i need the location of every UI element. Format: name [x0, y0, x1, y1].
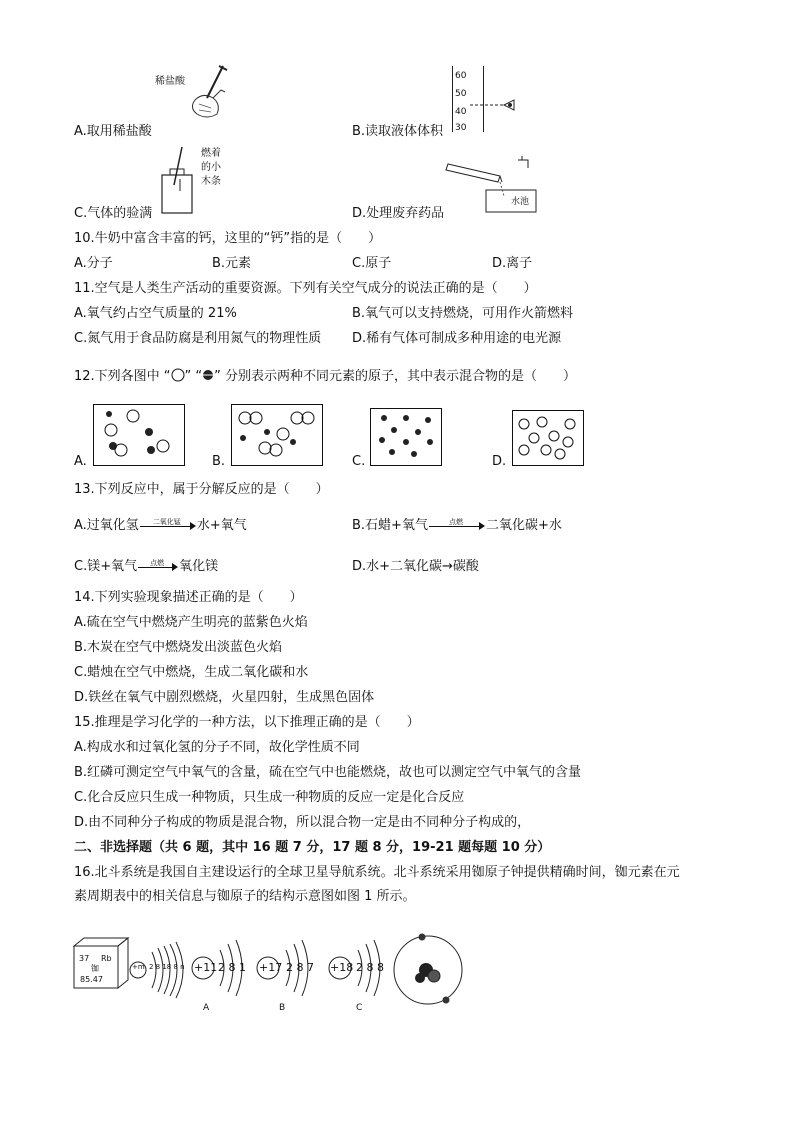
sink-label: 水池	[511, 197, 530, 207]
q14-option-d: D.铁丝在氧气中剧烈燃烧，火星四射，生成黑色固体	[74, 690, 375, 705]
q13-c-condition: 点燃	[150, 558, 165, 567]
q13-c-left: C.镁+氧气	[74, 559, 138, 574]
q13-a-condition: 二氧化锰	[152, 517, 181, 526]
q11-option-a: A.氧气约占空气质量的 21%	[74, 306, 237, 321]
atom-b-shells: 2 8 7	[286, 961, 314, 974]
reaction-arrow-c	[138, 558, 178, 572]
black-atom-icon	[202, 369, 214, 381]
atom-c-shells: 2 8 8	[356, 961, 384, 974]
atom-b-nucleus: +17	[259, 961, 283, 974]
reaction-arrow-b	[429, 517, 485, 531]
cyl-tick-50: 50	[455, 89, 467, 99]
cell-atomic-number: 37	[79, 954, 90, 963]
atom-model-figure	[390, 930, 466, 1010]
q10-option-a: A.分子	[74, 256, 113, 271]
q13-b-left: B.石蜡+氧气	[352, 518, 428, 533]
box-c	[370, 408, 442, 466]
cell-symbol: Rb	[101, 954, 112, 963]
q13-option-b	[352, 518, 562, 534]
atom-c-nucleus: +18	[330, 961, 354, 974]
q12-stem-post: ” 分别表示两种不同元素的原子，其中表示混合物的是（ ）	[214, 369, 577, 384]
q10-option-b: B.元素	[212, 256, 252, 271]
q15-stem: 15.推理是学习化学的一种方法，以下推理正确的是（ ）	[74, 715, 420, 730]
q13-option-c	[74, 559, 218, 575]
box-d	[512, 410, 584, 466]
q11-option-d: D.稀有气体可制成多种用途的电光源	[352, 331, 562, 346]
q13-stem: 13.下列反应中，属于分解反应的是（ ）	[74, 482, 329, 497]
atom-a-shells: 2 8 1	[218, 961, 246, 974]
white-atom-icon	[171, 368, 185, 382]
hcl-label: 稀盐酸	[155, 76, 185, 87]
q13-b-right: 二氧化碳+水	[485, 518, 562, 533]
q9-option-c: C.气体的验满	[74, 206, 153, 221]
q15-option-a: A.构成水和过氧化氢的分子不同，故化学性质不同	[74, 740, 360, 755]
reaction-arrow-a	[140, 517, 196, 531]
q9-option-a: A.取用稀盐酸	[74, 124, 152, 139]
stick-label-1: 燃着	[201, 148, 221, 159]
q15-option-d: D.由不同种分子构成的物质是混合物，所以混合物一定是由不同种分子构成的，	[74, 815, 531, 830]
q13-a-right: 水+氧气	[196, 518, 247, 533]
q11-option-b: B.氧气可以支持燃烧，可用作火箭燃料	[352, 306, 574, 321]
box-a	[93, 404, 185, 466]
q14-stem: 14.下列实验现象描述正确的是（ ）	[74, 590, 303, 605]
q12-stem	[74, 368, 576, 385]
q15-option-b: B.红磷可测定空气中氧气的含量，硫在空气中也能燃烧，故也可以测定空气中氧气的含量	[74, 765, 582, 780]
atom-a-label: A	[203, 1003, 210, 1013]
q12-label-b: B.	[212, 454, 226, 469]
q12-label-d: D.	[492, 454, 507, 469]
box-b	[231, 404, 323, 466]
dropper-figure	[185, 62, 235, 122]
cyl-tick-30: 30	[455, 123, 467, 133]
q13-c-right: 氧化镁	[179, 559, 219, 574]
cyl-tick-40: 40	[455, 107, 467, 117]
q16-line1: 16.北斗系统是我国自主建设运行的全球卫星导航系统。北斗系统采用铷原子钟提供精确时间，铷元素在元	[74, 865, 680, 880]
q14-option-b: B.木炭在空气中燃烧发出淡蓝色火焰	[74, 640, 283, 655]
q12-label-c: C.	[352, 454, 366, 469]
q10-option-c: C.原子	[352, 256, 392, 271]
section-heading: 二、非选择题（共 6 题，其中 16 题 7 分，17 题 8 分，19-21 题每题 10 分）	[74, 840, 551, 855]
q16-line2: 素周期表中的相关信息与铷原子的结构示意图如图 1 所示。	[74, 889, 416, 904]
atom-a-nucleus: +11	[194, 961, 218, 974]
stick-label-2: 的小	[201, 162, 221, 173]
cell-atomic-mass: 85.47	[80, 975, 103, 984]
rb-electrons: 2 8 18 8 n	[149, 963, 185, 971]
q13-b-condition: 点燃	[448, 517, 463, 526]
q10-stem: 10.牛奶中富含丰富的钙，这里的“钙”指的是（ ）	[74, 231, 382, 246]
eye-reading-figure	[470, 90, 520, 120]
cyl-tick-60: 60	[455, 71, 467, 81]
cell-element-name: 铷	[91, 964, 99, 973]
q11-stem: 11.空气是人类生产活动的重要资源。下列有关空气成分的说法正确的是（ ）	[74, 281, 537, 296]
q13-a-left: A.过氧化氢	[74, 518, 139, 533]
atom-c-label: C	[356, 1003, 363, 1013]
q13-option-d: D.水+二氧化碳→碳酸	[352, 559, 479, 574]
q12-stem-mid: ” “	[184, 369, 203, 384]
q9-option-d: D.处理废弃药品	[352, 206, 445, 221]
q13-option-a	[74, 518, 247, 534]
q10-option-d: D.离子	[492, 256, 533, 271]
stick-label-3: 木条	[201, 176, 221, 187]
rb-nucleus: +m	[132, 963, 145, 971]
q11-option-c: C.氮气用于食品防腐是利用氮气的物理性质	[74, 331, 322, 346]
q14-option-c: C.蜡烛在空气中燃烧，生成二氧化碳和水	[74, 665, 309, 680]
q12-label-a: A.	[74, 454, 87, 469]
q12-stem-pre: 12.下列各图中 “	[74, 369, 171, 384]
atom-b-label: B	[279, 1003, 286, 1013]
q14-option-a: A.硫在空气中燃烧产生明亮的蓝紫色火焰	[74, 615, 308, 630]
q15-option-c: C.化合反应只生成一种物质，只生成一种物质的反应一定是化合反应	[74, 790, 465, 805]
gas-bottle-figure	[160, 145, 194, 215]
q9-option-b: B.读取液体体积	[352, 124, 444, 139]
